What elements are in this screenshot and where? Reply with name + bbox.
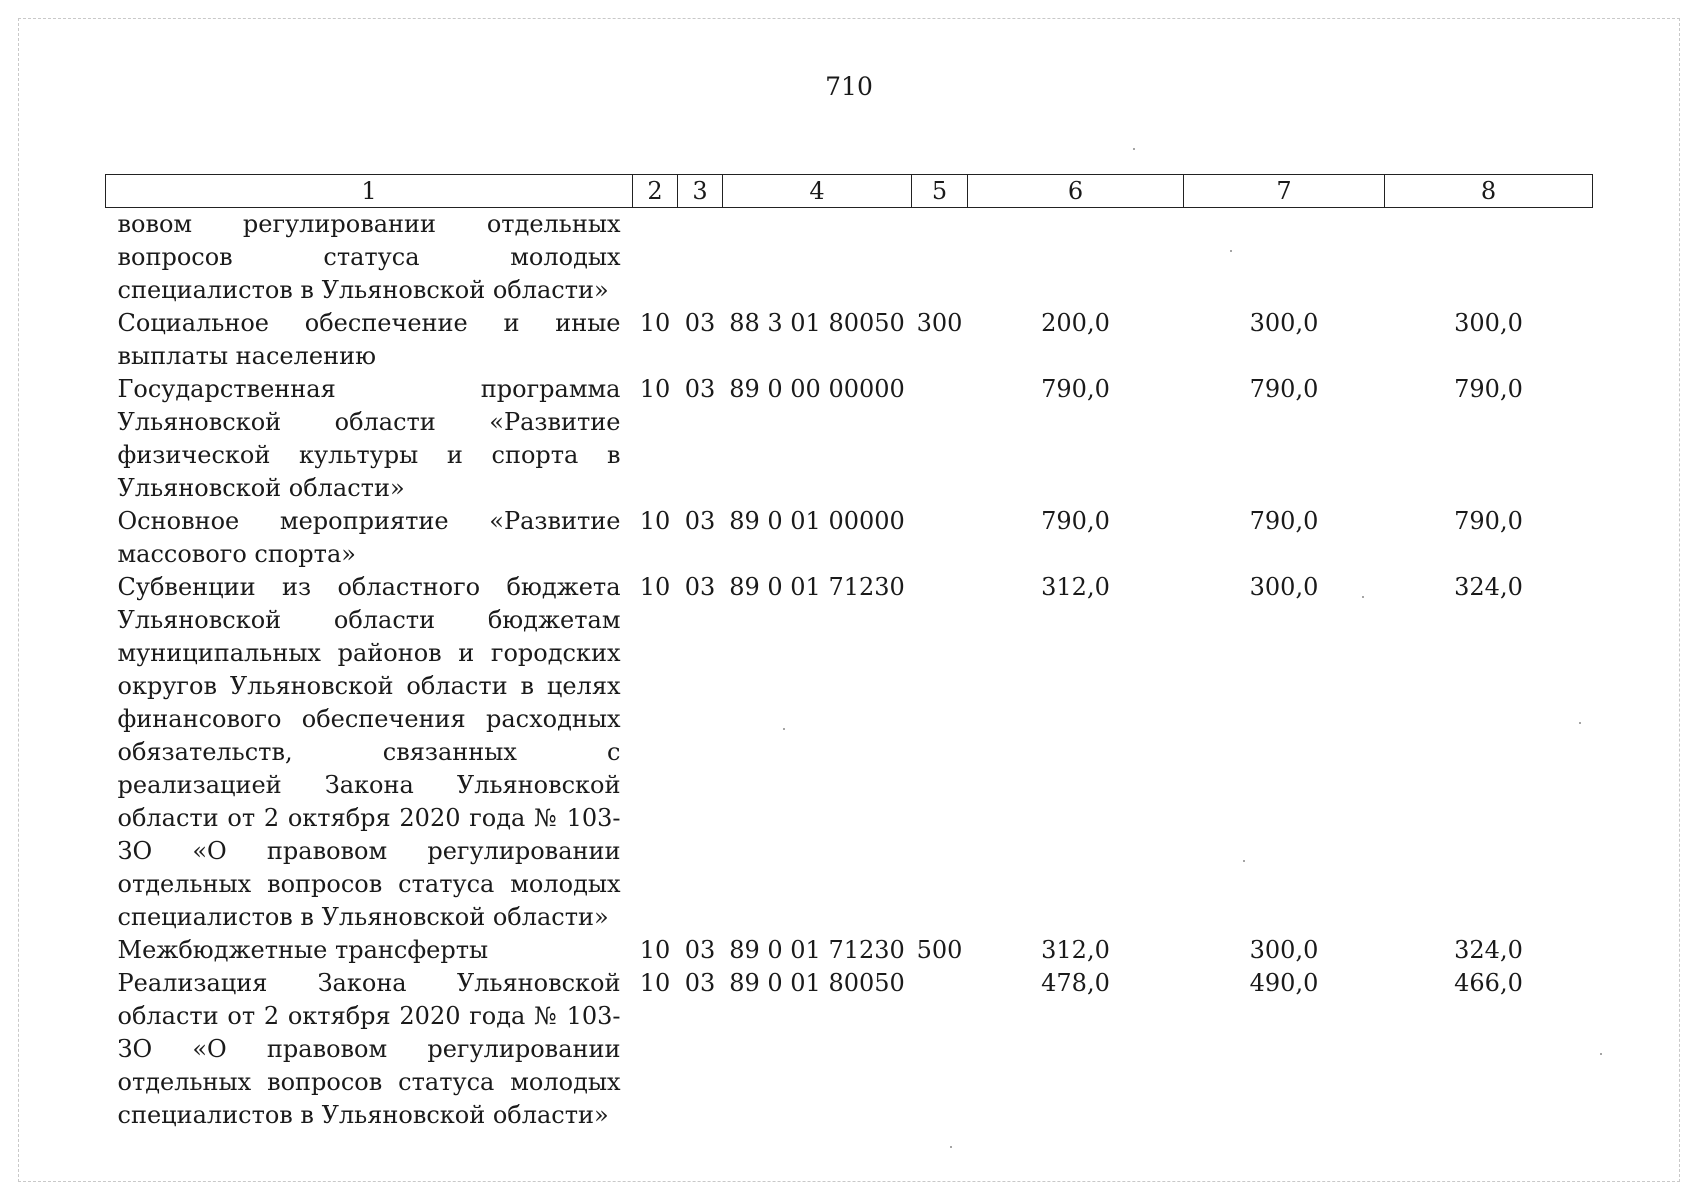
header-row <box>106 175 1593 208</box>
row-amount-8 <box>1385 208 1593 308</box>
scan-speck <box>1600 1053 1602 1055</box>
table-row <box>106 373 1593 505</box>
row-subsection: 03 <box>684 375 716 403</box>
row-section: 10 <box>639 507 671 535</box>
table-row <box>106 571 1593 934</box>
header-col-7: 7 <box>1184 175 1385 208</box>
table-row <box>106 934 1593 967</box>
scan-speck <box>1579 722 1581 724</box>
scan-speck <box>1243 860 1245 862</box>
table-header <box>106 175 1593 208</box>
row-amount-8: 790,0 <box>1454 507 1523 535</box>
row-description: Основное мероприятие «Развитие массового спорта» <box>117 507 621 568</box>
row-expense-type <box>912 208 968 308</box>
scan-speck <box>1362 596 1364 598</box>
row-expense-type <box>912 505 968 571</box>
row-target-code: 89 0 01 80050 <box>729 969 905 997</box>
row-amount-8: 466,0 <box>1454 969 1523 997</box>
row-expense-type: 500 <box>916 936 963 964</box>
table-body <box>106 208 1593 1133</box>
table-row <box>106 208 1593 308</box>
row-target-code: 89 0 00 00000 <box>729 375 905 403</box>
row-description: Государственная программа Ульяновской области «Развитие физической культуры и спорта в Ульяновской области» <box>117 375 621 502</box>
budget-table <box>105 174 1593 1132</box>
header-col-4: 4 <box>723 175 912 208</box>
row-target-code: 88 3 01 80050 <box>729 309 905 337</box>
row-subsection: 03 <box>684 507 716 535</box>
row-description: Реализация Закона Ульяновской области от 2 октября 2020 года № 103-ЗО «О правовом регулировании отдельных вопросов статуса молодых специалистов в Ульяновской области» <box>117 969 621 1129</box>
row-amount-7: 490,0 <box>1249 969 1319 997</box>
row-subsection: 03 <box>684 936 716 964</box>
row-target-code: 89 0 01 00000 <box>729 507 905 535</box>
table-row <box>106 307 1593 373</box>
header-col-5: 5 <box>912 175 968 208</box>
row-amount-6: 478,0 <box>1041 969 1110 997</box>
row-subsection: 03 <box>684 573 716 601</box>
header-col-2: 2 <box>633 175 678 208</box>
row-amount-7: 300,0 <box>1249 573 1319 601</box>
row-amount-8: 324,0 <box>1454 573 1523 601</box>
header-col-3: 3 <box>678 175 723 208</box>
row-expense-type <box>912 967 968 1132</box>
header-col-1: 1 <box>106 175 633 208</box>
row-amount-7: 300,0 <box>1249 309 1319 337</box>
row-amount-6: 200,0 <box>1041 309 1110 337</box>
row-expense-type <box>912 373 968 505</box>
row-amount-8: 790,0 <box>1454 375 1523 403</box>
row-section: 10 <box>639 309 671 337</box>
row-amount-6 <box>968 208 1184 308</box>
row-amount-7 <box>1184 208 1385 308</box>
row-subsection: 03 <box>684 969 716 997</box>
row-description: Субвенции из областного бюджета Ульяновской области бюджетам муниципальных районов и городских округов Ульяновской области в целях финансового обеспечения расходных обязательств, связанных с реализацией Закона Ульяновской области от 2 октября 2020 года № 103-ЗО «О правовом регулировании отдельных вопросов статуса молодых специалистов в Ульяновской области» <box>117 573 621 931</box>
row-amount-6: 312,0 <box>1041 936 1110 964</box>
row-amount-6: 790,0 <box>1041 375 1110 403</box>
header-col-6: 6 <box>968 175 1184 208</box>
row-section: 10 <box>639 969 671 997</box>
row-subsection: 03 <box>684 309 716 337</box>
row-amount-6: 790,0 <box>1041 507 1110 535</box>
row-expense-type <box>912 571 968 934</box>
scan-speck <box>950 1146 952 1148</box>
row-amount-6: 312,0 <box>1041 573 1110 601</box>
row-target-code: 89 0 01 71230 <box>729 573 905 601</box>
row-section: 10 <box>639 936 671 964</box>
row-description: вовом регулировании отдельных вопросов статуса молодых специалистов в Ульяновской области» <box>117 210 621 304</box>
scan-speck <box>1133 148 1135 150</box>
row-expense-type: 300 <box>916 309 963 337</box>
row-amount-8: 324,0 <box>1454 936 1523 964</box>
row-description: Социальное обеспечение и иные выплаты населению <box>117 309 621 370</box>
row-amount-7: 790,0 <box>1249 507 1319 535</box>
row-section: 10 <box>639 375 671 403</box>
row-target-code: 89 0 01 71230 <box>729 936 905 964</box>
row-section <box>633 208 678 308</box>
row-section: 10 <box>639 573 671 601</box>
scan-speck <box>1230 250 1232 252</box>
row-amount-7: 300,0 <box>1249 936 1319 964</box>
row-description: Межбюджетные трансферты <box>117 936 489 964</box>
header-col-8: 8 <box>1385 175 1593 208</box>
table-row <box>106 505 1593 571</box>
row-subsection <box>678 208 723 308</box>
scan-speck <box>783 728 785 730</box>
page-number: 710 <box>825 72 873 101</box>
row-target-code <box>723 208 912 308</box>
row-amount-7: 790,0 <box>1249 375 1319 403</box>
row-amount-8: 300,0 <box>1454 309 1523 337</box>
table-row <box>106 967 1593 1132</box>
